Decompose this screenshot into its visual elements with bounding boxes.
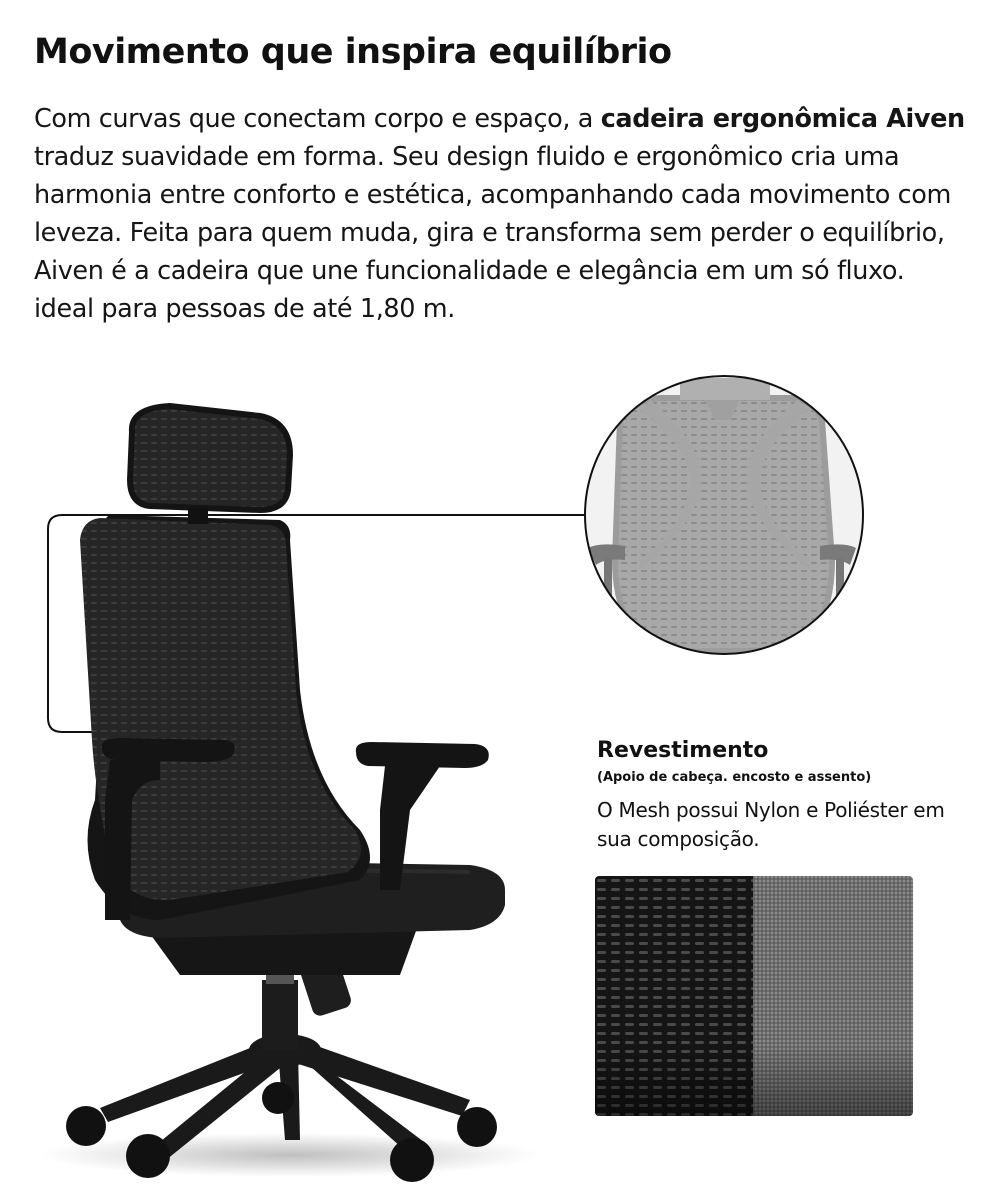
mesh-fabric-swatch: [595, 876, 913, 1116]
page-title: Movimento que inspira equilíbrio: [34, 32, 672, 72]
spec-subtitle: (Apoio de cabeça. encosto e assento): [597, 770, 872, 785]
intro-paragraph: [34, 100, 969, 328]
intro-text-end: traduz suavidade em forma. Seu design fluido e ergonômico cria uma harmonia entre conforto e estética, acompanhando cada movimento com leveza. Feita para quem muda, gira e transforma sem perder o equilíbrio, Aiven é a cadeira que une funcionalidade e elegância em um só fluxo. ideal para pessoas de até 1,80 m.: [34, 142, 951, 324]
spec-description: O Mesh possui Nylon e Poliéster em sua composição.: [597, 798, 945, 851]
chair-headrest: [130, 406, 290, 510]
backrest-detail-zoom: [580, 370, 880, 670]
intro-text-start: Com curvas que conectam corpo e espaço, a: [34, 104, 601, 134]
intro-product-name: cadeira ergonômica Aiven: [600, 104, 965, 134]
spec-title: Revestimento: [597, 738, 769, 763]
